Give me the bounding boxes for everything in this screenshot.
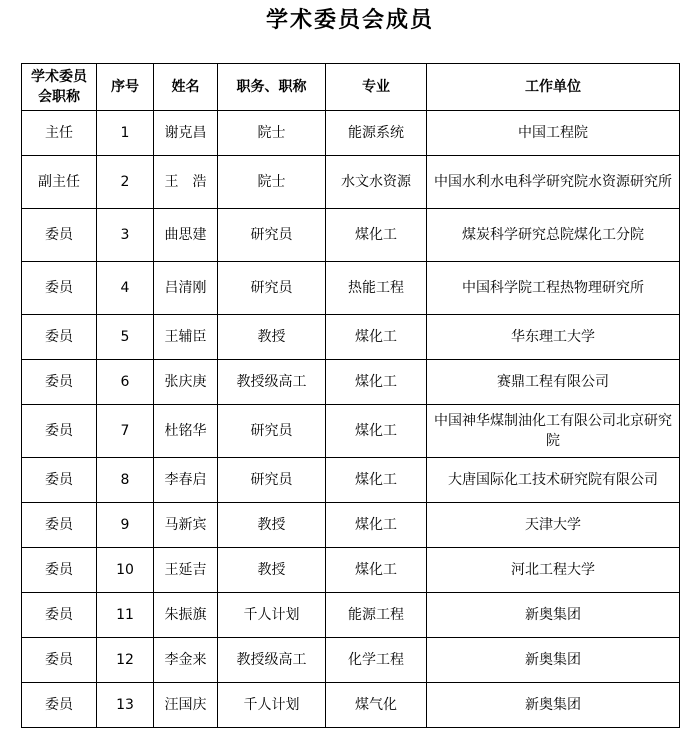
cell-role: 主任 — [22, 111, 97, 156]
cell-unit: 大唐国际化工技术研究院有限公司 — [427, 458, 680, 503]
header-name: 姓名 — [154, 64, 218, 111]
cell-title: 研究员 — [218, 405, 326, 458]
cell-role: 委员 — [22, 503, 97, 548]
cell-major: 煤化工 — [326, 315, 427, 360]
cell-role: 委员 — [22, 593, 97, 638]
cell-major: 水文水资源 — [326, 156, 427, 209]
cell-name: 王辅臣 — [154, 315, 218, 360]
cell-title: 研究员 — [218, 209, 326, 262]
cell-role: 委员 — [22, 315, 97, 360]
cell-unit: 中国水利水电科学研究院水资源研究所 — [427, 156, 680, 209]
cell-title: 院士 — [218, 111, 326, 156]
cell-role: 委员 — [22, 262, 97, 315]
header-number: 序号 — [97, 64, 154, 111]
cell-unit: 新奥集团 — [427, 683, 680, 728]
page-title: 学术委员会成员 — [265, 7, 434, 33]
cell-title: 院士 — [218, 156, 326, 209]
cell-name: 王延吉 — [154, 548, 218, 593]
table-row — [22, 683, 680, 728]
cell-title: 研究员 — [218, 458, 326, 503]
cell-major: 煤化工 — [326, 209, 427, 262]
cell-name: 王 浩 — [154, 156, 218, 209]
cell-title: 教授 — [218, 503, 326, 548]
cell-name: 吕清刚 — [154, 262, 218, 315]
table-row — [22, 638, 680, 683]
members-table — [21, 63, 680, 728]
cell-unit: 天津大学 — [427, 503, 680, 548]
cell-number: 7 — [97, 405, 154, 458]
header-work-unit: 工作单位 — [427, 64, 680, 111]
cell-role: 委员 — [22, 458, 97, 503]
cell-major: 化学工程 — [326, 638, 427, 683]
cell-number: 1 — [97, 111, 154, 156]
table-row — [22, 548, 680, 593]
cell-major: 煤化工 — [326, 548, 427, 593]
cell-name: 汪国庆 — [154, 683, 218, 728]
table-row — [22, 405, 680, 458]
cell-role: 副主任 — [22, 156, 97, 209]
table-header-row — [22, 64, 680, 111]
cell-major: 煤气化 — [326, 683, 427, 728]
cell-role: 委员 — [22, 683, 97, 728]
cell-title: 教授级高工 — [218, 360, 326, 405]
table-row — [22, 360, 680, 405]
table-row — [22, 156, 680, 209]
cell-name: 李春启 — [154, 458, 218, 503]
table-row — [22, 503, 680, 548]
table-row — [22, 209, 680, 262]
cell-unit: 新奥集团 — [427, 638, 680, 683]
cell-name: 杜铭华 — [154, 405, 218, 458]
cell-unit: 中国科学院工程热物理研究所 — [427, 262, 680, 315]
cell-major: 能源工程 — [326, 593, 427, 638]
cell-role: 委员 — [22, 209, 97, 262]
cell-number: 12 — [97, 638, 154, 683]
header-major: 专业 — [326, 64, 427, 111]
cell-major: 煤化工 — [326, 360, 427, 405]
cell-role: 委员 — [22, 405, 97, 458]
cell-number: 3 — [97, 209, 154, 262]
cell-title: 教授 — [218, 548, 326, 593]
cell-number: 5 — [97, 315, 154, 360]
cell-major: 煤化工 — [326, 458, 427, 503]
table-row — [22, 458, 680, 503]
cell-number: 4 — [97, 262, 154, 315]
table-row — [22, 111, 680, 156]
cell-name: 谢克昌 — [154, 111, 218, 156]
cell-number: 13 — [97, 683, 154, 728]
cell-number: 2 — [97, 156, 154, 209]
cell-unit: 河北工程大学 — [427, 548, 680, 593]
cell-title: 千人计划 — [218, 593, 326, 638]
cell-major: 煤化工 — [326, 503, 427, 548]
cell-name: 马新宾 — [154, 503, 218, 548]
table-row — [22, 593, 680, 638]
cell-number: 11 — [97, 593, 154, 638]
cell-unit: 中国工程院 — [427, 111, 680, 156]
header-position-title: 职务、职称 — [218, 64, 326, 111]
cell-major: 热能工程 — [326, 262, 427, 315]
cell-unit: 新奥集团 — [427, 593, 680, 638]
cell-title: 教授级高工 — [218, 638, 326, 683]
cell-name: 曲思建 — [154, 209, 218, 262]
cell-title: 研究员 — [218, 262, 326, 315]
cell-role: 委员 — [22, 360, 97, 405]
cell-unit: 煤炭科学研究总院煤化工分院 — [427, 209, 680, 262]
cell-major: 煤化工 — [326, 405, 427, 458]
cell-role: 委员 — [22, 548, 97, 593]
cell-role: 委员 — [22, 638, 97, 683]
table-row — [22, 262, 680, 315]
table-row — [22, 315, 680, 360]
cell-title: 千人计划 — [218, 683, 326, 728]
cell-number: 9 — [97, 503, 154, 548]
cell-number: 8 — [97, 458, 154, 503]
cell-name: 张庆庚 — [154, 360, 218, 405]
cell-unit: 赛鼎工程有限公司 — [427, 360, 680, 405]
cell-name: 朱振旗 — [154, 593, 218, 638]
cell-title: 教授 — [218, 315, 326, 360]
cell-major: 能源系统 — [326, 111, 427, 156]
cell-unit: 华东理工大学 — [427, 315, 680, 360]
header-committee-role: 学术委员会职称 — [22, 64, 97, 111]
cell-name: 李金来 — [154, 638, 218, 683]
cell-number: 6 — [97, 360, 154, 405]
cell-unit: 中国神华煤制油化工有限公司北京研究院 — [427, 405, 680, 458]
cell-number: 10 — [97, 548, 154, 593]
